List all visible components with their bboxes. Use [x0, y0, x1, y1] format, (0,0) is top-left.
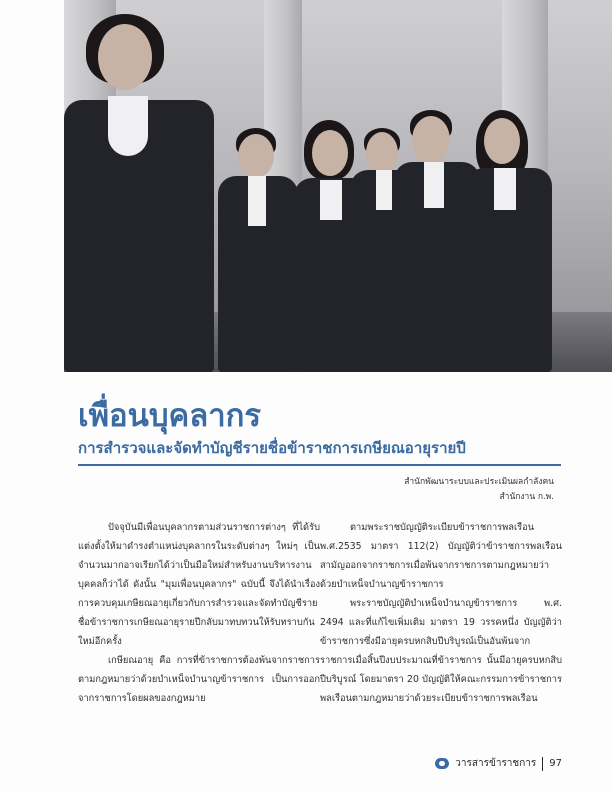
footer-separator	[542, 757, 543, 771]
magazine-name: วารสารข้าราชการ	[455, 758, 537, 769]
body-paragraph: พระราชบัญญัติบำเหน็จบำนาญข้าราชการ พ.ศ. 2494 และที่แก้ไขเพิ่มเติม มาตรา 19 วรรคหนึ่ง บัญญัติว่าข้าราชการซึ่งมีอายุครบหกสิบปีบริบูรณ์เป็นอันพ้นจากราชการเมื่อสิ้นปีงบประมาณที่ข้าราชการ นั้นมีอายุครบหกสิบปีบริบูรณ์ โดยมาตรา 20 บัญญัติให้คณะกรรมการข้าราชการพลเรือนตามกฎหมายว่าด้วยระเบียบข้าราชการพลเรือน	[320, 598, 562, 704]
author-organization: สำนักงาน ก.พ.	[499, 492, 554, 502]
author-department: สำนักพัฒนาระบบและประเมินผลกำลังคน	[404, 477, 554, 487]
body-paragraph: เกษียณอายุ คือ การที่ข้าราชการต้องพ้นจากราชการตามกฎหมายว่าด้วยบำเหน็จบำนาญข้าราชการ เป็นการออกจากราชการโดยผลของกฎหมาย	[78, 655, 320, 704]
cover-photo-business-team	[64, 0, 612, 372]
page-footer	[435, 756, 562, 771]
article-title: เพื่อนบุคลากร	[78, 398, 262, 434]
body-column-right	[320, 518, 562, 708]
body-paragraph: ปัจจุบันมีเพื่อนบุคลากรตามส่วนราชการต่างๆ ที่ได้รับแต่งตั้งให้มาดำรงตำแหน่งบุคลากรในระดับต่างๆ ใหม่ๆ เป็นจำนวนมากอาจเรียกได้ว่าเป็นมือใหม่สำหรับงานบริหารงานบุคคลก็ว่าได้ ดังนั้น "มุมเพื่อนบุคลากร" ฉบับนี้ จึงได้นำเรื่องการควบคุมเกษียณอายุเกี่ยวกับการสำรวจและจัดทำบัญชีรายชื่อข้าราชการเกษียณอายุรายปีกลับมาทบทวนให้รับทราบกันใหม่อีกครั้ง	[78, 522, 320, 647]
article-subtitle: การสำรวจและจัดทำบัญชีรายชื่อข้าราชการเกษียณอายุรายปี	[78, 439, 466, 457]
title-divider	[78, 464, 561, 466]
body-paragraph: ตามพระราชบัญญัติระเบียบข้าราชการพลเรือน พ.ศ.2535 มาตรา 112(2) บัญญัติว่าข้าราชการพลเรือนสามัญออกจากราชการเมื่อพ้นจากราชการตามกฎหมายว่าด้วยบำเหน็จบำนาญข้าราชการ	[320, 522, 562, 590]
magazine-logo-icon	[435, 758, 449, 769]
page-number: 97	[549, 758, 562, 769]
body-column-left	[78, 518, 320, 708]
